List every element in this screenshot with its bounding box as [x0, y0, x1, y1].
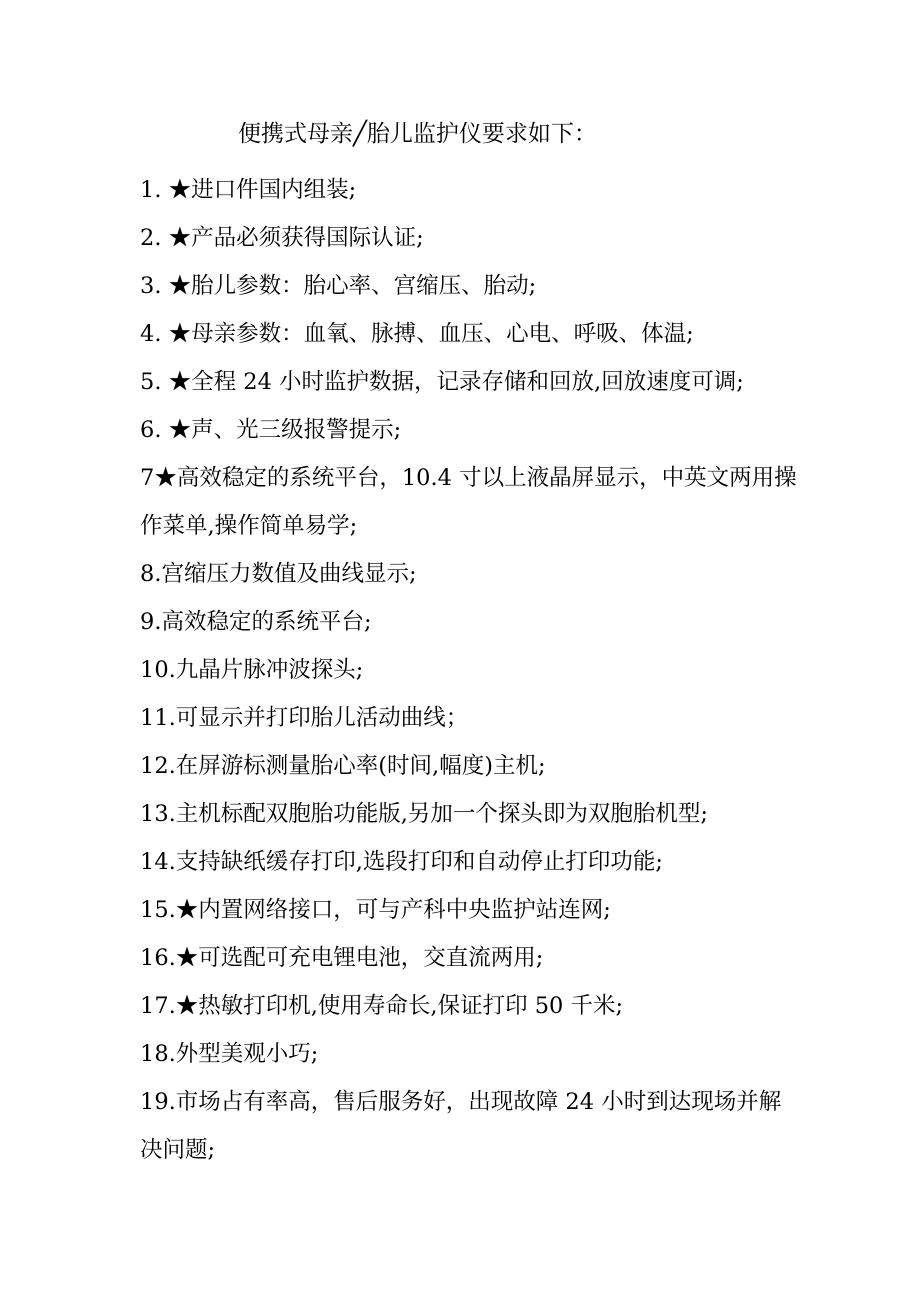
list-item: 8.宫缩压力数值及曲线显示;	[140, 561, 417, 587]
list-item: 7★高效稳定的系统平台，10.4 寸以上液晶屏显示，中英文两用操作菜单,操作简单易学;	[140, 465, 797, 539]
list-item: 2. ★产品必须获得国际认证;	[140, 225, 424, 251]
list-item: 5. ★全程 24 小时监护数据，记录存储和回放,回放速度可调;	[140, 369, 744, 395]
list-item: 17.★热敏打印机,使用寿命长,保证打印 50 千米;	[140, 993, 624, 1019]
list-item: 14.支持缺纸缓存打印,选段打印和自动停止打印功能;	[140, 849, 664, 875]
requirements-list	[140, 166, 800, 1174]
list-item: 15.★内置网络接口，可与产科中央监护站连网;	[140, 897, 611, 923]
list-item: 18.外型美观小巧;	[140, 1041, 319, 1067]
list-item: 1. ★进口件国内组装;	[140, 177, 357, 203]
list-item: 19.市场占有率高，售后服务好，出现故障 24 小时到达现场并解决问题;	[140, 1089, 782, 1163]
list-item: 4. ★母亲参数：血氧、脉搏、血压、心电、呼吸、体温;	[140, 321, 694, 347]
list-item: 16.★可选配可充电锂电池，交直流两用;	[140, 945, 544, 971]
list-item: 9.高效稳定的系统平台;	[140, 609, 372, 635]
list-item: 6. ★声、光三级报警提示;	[140, 417, 402, 443]
list-item: 11.可显示并打印胎儿活动曲线；	[140, 705, 469, 731]
list-item: 3. ★胎儿参数：胎心率、宫缩压、胎动;	[140, 273, 537, 299]
list-item: 13.主机标配双胞胎功能版,另加一个探头即为双胞胎机型;	[140, 801, 709, 827]
document-title: 便携式母亲╱胎儿监护仪要求如下：	[238, 121, 597, 147]
list-item: 12.在屏游标测量胎心率(时间,幅度)主机;	[140, 753, 546, 779]
list-item: 10.九晶片脉冲波探头;	[140, 657, 364, 683]
